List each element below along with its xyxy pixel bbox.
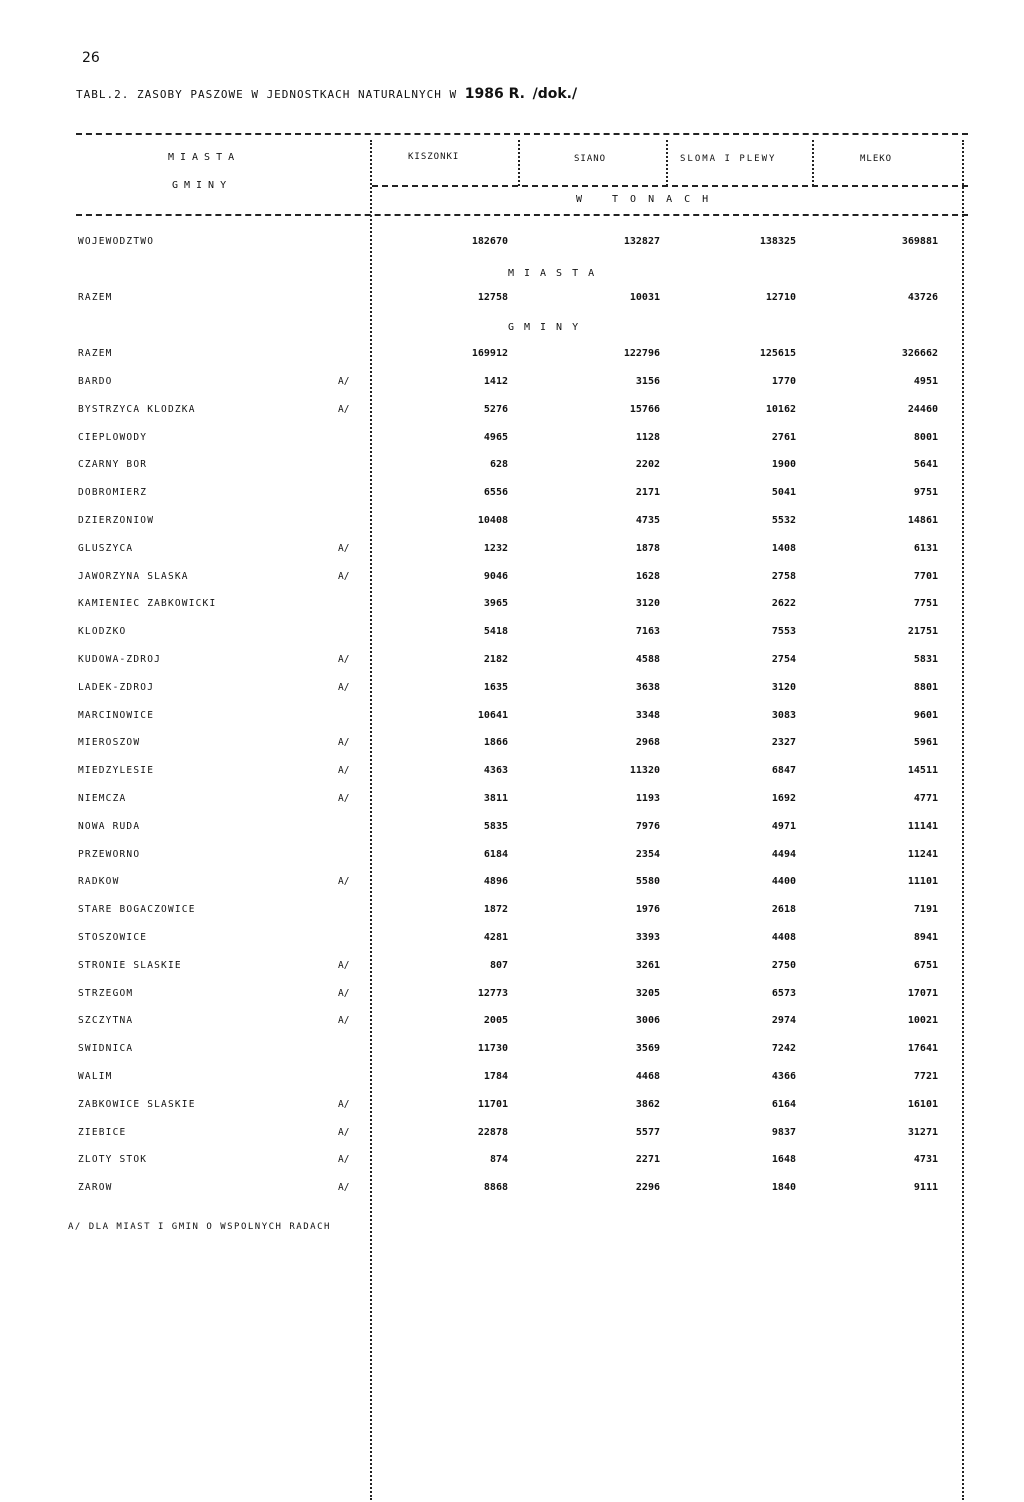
row-name: DOBROMIERZ xyxy=(78,487,148,498)
cell-siano: 3569 xyxy=(635,1043,660,1054)
table-row xyxy=(0,1043,1024,1073)
cell-sloma: 2327 xyxy=(771,737,796,748)
cell-kiszonki: 11730 xyxy=(477,1043,508,1054)
row-mark: A/ xyxy=(338,1154,350,1165)
cell-mleko: 9601 xyxy=(913,710,938,721)
cell-sloma: 2622 xyxy=(771,598,796,609)
header-sloma: SLOMA I PLEWY xyxy=(680,154,777,164)
table-row xyxy=(0,849,1024,879)
cell-sloma: 6573 xyxy=(771,988,796,999)
row-name: KLODZKO xyxy=(78,626,127,637)
table-row xyxy=(0,571,1024,601)
caption-year: 1986 R. xyxy=(464,86,525,102)
header-kiszonki: KISZONKI xyxy=(408,152,460,162)
cell-kiszonki: 2005 xyxy=(483,1015,508,1026)
cell-sloma: 9837 xyxy=(771,1127,796,1138)
cell-sloma: 4366 xyxy=(771,1071,796,1082)
row-mark: A/ xyxy=(338,1127,350,1138)
table-row xyxy=(0,737,1024,767)
cell-siano: 122796 xyxy=(623,348,660,359)
row-name: ZLOTY STOK xyxy=(78,1154,148,1165)
cell-sloma: 2758 xyxy=(771,571,796,582)
row-name: STOSZOWICE xyxy=(78,932,148,943)
table-row xyxy=(0,654,1024,684)
cell-siano: 7976 xyxy=(635,821,660,832)
row-name: ZABKOWICE SLASKIE xyxy=(78,1099,196,1110)
row-mark: A/ xyxy=(338,376,350,387)
cell-mleko: 326662 xyxy=(901,348,938,359)
cell-mleko: 4731 xyxy=(913,1154,938,1165)
table-row xyxy=(0,988,1024,1018)
row-name: JAWORZYNA SLASKA xyxy=(78,571,189,582)
header-siano: SIANO xyxy=(574,154,607,164)
row-name: ZIEBICE xyxy=(78,1127,127,1138)
cell-mleko: 7721 xyxy=(913,1071,938,1082)
table-row xyxy=(0,904,1024,934)
cell-mleko: 11141 xyxy=(907,821,938,832)
cell-kiszonki: 2182 xyxy=(483,654,508,665)
cell-sloma: 138325 xyxy=(759,236,796,247)
cell-kiszonki: 5835 xyxy=(483,821,508,832)
cell-kiszonki: 1866 xyxy=(483,737,508,748)
cell-kiszonki: 3965 xyxy=(483,598,508,609)
cell-siano: 132827 xyxy=(623,236,660,247)
cell-mleko: 4951 xyxy=(913,376,938,387)
cell-siano: 3205 xyxy=(635,988,660,999)
header-mid-rule xyxy=(372,185,968,187)
cell-mleko: 7191 xyxy=(913,904,938,915)
row-mark: A/ xyxy=(338,737,350,748)
col-divider-2 xyxy=(666,140,668,186)
cell-sloma: 2974 xyxy=(771,1015,796,1026)
cell-mleko: 8001 xyxy=(913,432,938,443)
table-row-communes-total xyxy=(0,348,1024,378)
section-label-cities: MIASTA xyxy=(508,268,605,279)
top-rule xyxy=(76,133,968,135)
cell-kiszonki: 1635 xyxy=(483,682,508,693)
row-mark: A/ xyxy=(338,988,350,999)
cell-siano: 3638 xyxy=(635,682,660,693)
cell-siano: 2202 xyxy=(635,459,660,470)
cell-siano: 3261 xyxy=(635,960,660,971)
cell-mleko: 11101 xyxy=(907,876,938,887)
table-row xyxy=(0,765,1024,795)
cell-sloma: 1840 xyxy=(771,1182,796,1193)
cell-mleko: 8941 xyxy=(913,932,938,943)
cell-mleko: 7701 xyxy=(913,571,938,582)
cell-kiszonki: 12758 xyxy=(477,292,508,303)
cell-sloma: 1900 xyxy=(771,459,796,470)
table-row xyxy=(0,1154,1024,1184)
cell-mleko: 43726 xyxy=(907,292,938,303)
cell-siano: 5580 xyxy=(635,876,660,887)
header-gminy: GMINY xyxy=(172,180,233,191)
cell-mleko: 9111 xyxy=(913,1182,938,1193)
cell-sloma: 6164 xyxy=(771,1099,796,1110)
cell-kiszonki: 9046 xyxy=(483,571,508,582)
row-mark: A/ xyxy=(338,793,350,804)
cell-mleko: 10021 xyxy=(907,1015,938,1026)
row-mark: A/ xyxy=(338,1099,350,1110)
cell-siano: 10031 xyxy=(629,292,660,303)
cell-kiszonki: 628 xyxy=(489,459,508,470)
cell-kiszonki: 8868 xyxy=(483,1182,508,1193)
cell-sloma: 4408 xyxy=(771,932,796,943)
cell-mleko: 9751 xyxy=(913,487,938,498)
cell-sloma: 4400 xyxy=(771,876,796,887)
table-row xyxy=(0,543,1024,573)
row-name: MARCINOWICE xyxy=(78,710,155,721)
cell-siano: 2354 xyxy=(635,849,660,860)
cell-mleko: 17071 xyxy=(907,988,938,999)
cell-kiszonki: 4363 xyxy=(483,765,508,776)
cell-siano: 3156 xyxy=(635,376,660,387)
row-name: RAZEM xyxy=(78,348,113,359)
cell-siano: 3006 xyxy=(635,1015,660,1026)
row-name: STRZEGOM xyxy=(78,988,134,999)
row-mark: A/ xyxy=(338,571,350,582)
cell-sloma: 5041 xyxy=(771,487,796,498)
row-name: SZCZYTNA xyxy=(78,1015,134,1026)
row-mark: A/ xyxy=(338,543,350,554)
cell-kiszonki: 11701 xyxy=(477,1099,508,1110)
cell-kiszonki: 1872 xyxy=(483,904,508,915)
table-row xyxy=(0,1182,1024,1212)
cell-kiszonki: 5276 xyxy=(483,404,508,415)
row-mark: A/ xyxy=(338,682,350,693)
row-mark: A/ xyxy=(338,765,350,776)
cell-sloma: 10162 xyxy=(765,404,796,415)
cell-sloma: 1770 xyxy=(771,376,796,387)
row-name: PRZEWORNO xyxy=(78,849,141,860)
cell-mleko: 24460 xyxy=(907,404,938,415)
table-row xyxy=(0,1127,1024,1157)
cell-sloma: 2761 xyxy=(771,432,796,443)
cell-kiszonki: 1784 xyxy=(483,1071,508,1082)
cell-sloma: 7553 xyxy=(771,626,796,637)
table-row xyxy=(0,598,1024,628)
table-row xyxy=(0,960,1024,990)
row-name: ZAROW xyxy=(78,1182,113,1193)
cell-siano: 15766 xyxy=(629,404,660,415)
cell-mleko: 17641 xyxy=(907,1043,938,1054)
row-name: CIEPLOWODY xyxy=(78,432,148,443)
cell-mleko: 6131 xyxy=(913,543,938,554)
row-name: MIEROSZOW xyxy=(78,737,141,748)
row-name: KAMIENIEC ZABKOWICKI xyxy=(78,598,217,609)
row-mark: A/ xyxy=(338,1182,350,1193)
row-name: GLUSZYCA xyxy=(78,543,134,554)
row-name: STRONIE SLASKIE xyxy=(78,960,182,971)
row-name: RAZEM xyxy=(78,292,113,303)
footnote: A/ DLA MIAST I GMIN O WSPOLNYCH RADACH xyxy=(68,1222,331,1232)
table-row xyxy=(0,376,1024,406)
cell-kiszonki: 6184 xyxy=(483,849,508,860)
header-miasta: MIASTA xyxy=(168,152,241,163)
row-name: RADKOW xyxy=(78,876,120,887)
header-unit: W TONACH xyxy=(576,194,721,205)
cell-sloma: 12710 xyxy=(765,292,796,303)
col-divider-1 xyxy=(518,140,520,186)
cell-siano: 1976 xyxy=(635,904,660,915)
cell-siano: 5577 xyxy=(635,1127,660,1138)
row-name: MIEDZYLESIE xyxy=(78,765,155,776)
cell-siano: 7163 xyxy=(635,626,660,637)
cell-kiszonki: 5418 xyxy=(483,626,508,637)
header-bottom-rule xyxy=(76,214,968,216)
row-name: LADEK-ZDROJ xyxy=(78,682,155,693)
cell-siano: 1628 xyxy=(635,571,660,582)
table-row xyxy=(0,626,1024,656)
cell-sloma: 3083 xyxy=(771,710,796,721)
row-name: BARDO xyxy=(78,376,113,387)
cell-siano: 3348 xyxy=(635,710,660,721)
cell-sloma: 1408 xyxy=(771,543,796,554)
table-row-cities-total xyxy=(0,292,1024,322)
cell-sloma: 1648 xyxy=(771,1154,796,1165)
caption-suffix: /dok./ xyxy=(532,86,578,102)
col-divider-3 xyxy=(812,140,814,186)
cell-mleko: 8801 xyxy=(913,682,938,693)
table-row xyxy=(0,515,1024,545)
cell-kiszonki: 874 xyxy=(489,1154,508,1165)
cell-siano: 1193 xyxy=(635,793,660,804)
cell-sloma: 4971 xyxy=(771,821,796,832)
cell-siano: 2296 xyxy=(635,1182,660,1193)
cell-mleko: 11241 xyxy=(907,849,938,860)
cell-siano: 2171 xyxy=(635,487,660,498)
cell-kiszonki: 3811 xyxy=(483,793,508,804)
cell-siano: 2271 xyxy=(635,1154,660,1165)
cell-sloma: 5532 xyxy=(771,515,796,526)
cell-mleko: 31271 xyxy=(907,1127,938,1138)
row-name: NIEMCZA xyxy=(78,793,127,804)
table-row xyxy=(0,876,1024,906)
cell-kiszonki: 4896 xyxy=(483,876,508,887)
table-row xyxy=(0,404,1024,434)
cell-mleko: 14861 xyxy=(907,515,938,526)
table-row xyxy=(0,682,1024,712)
table-row xyxy=(0,1099,1024,1129)
cell-kiszonki: 22878 xyxy=(477,1127,508,1138)
caption-prefix: TABL.2. ZASOBY PASZOWE W JEDNOSTKACH NATURALNYCH W xyxy=(76,88,458,101)
cell-mleko: 16101 xyxy=(907,1099,938,1110)
row-name: WOJEWODZTWO xyxy=(78,236,155,247)
table-row-voivodeship xyxy=(0,236,1024,266)
cell-kiszonki: 1412 xyxy=(483,376,508,387)
cell-mleko: 5961 xyxy=(913,737,938,748)
cell-kiszonki: 182670 xyxy=(471,236,508,247)
cell-kiszonki: 10641 xyxy=(477,710,508,721)
cell-kiszonki: 12773 xyxy=(477,988,508,999)
table-row xyxy=(0,710,1024,740)
cell-sloma: 6847 xyxy=(771,765,796,776)
row-name: CZARNY BOR xyxy=(78,459,148,470)
row-name: KUDOWA-ZDROJ xyxy=(78,654,162,665)
cell-siano: 2968 xyxy=(635,737,660,748)
table-row xyxy=(0,432,1024,462)
cell-mleko: 7751 xyxy=(913,598,938,609)
table-row xyxy=(0,932,1024,962)
table-row xyxy=(0,1071,1024,1101)
table-row xyxy=(0,793,1024,823)
header-mleko: MLEKO xyxy=(860,154,893,164)
cell-siano: 1878 xyxy=(635,543,660,554)
cell-siano: 4588 xyxy=(635,654,660,665)
cell-mleko: 5831 xyxy=(913,654,938,665)
cell-siano: 4468 xyxy=(635,1071,660,1082)
cell-siano: 1128 xyxy=(635,432,660,443)
cell-kiszonki: 169912 xyxy=(471,348,508,359)
cell-sloma: 1692 xyxy=(771,793,796,804)
cell-siano: 3393 xyxy=(635,932,660,943)
row-mark: A/ xyxy=(338,1015,350,1026)
row-name: STARE BOGACZOWICE xyxy=(78,904,196,915)
page-number: 26 xyxy=(82,50,100,66)
cell-mleko: 21751 xyxy=(907,626,938,637)
row-mark: A/ xyxy=(338,654,350,665)
row-mark: A/ xyxy=(338,876,350,887)
cell-kiszonki: 4965 xyxy=(483,432,508,443)
row-name: NOWA RUDA xyxy=(78,821,141,832)
cell-sloma: 2750 xyxy=(771,960,796,971)
cell-siano: 4735 xyxy=(635,515,660,526)
row-name: SWIDNICA xyxy=(78,1043,134,1054)
table-row xyxy=(0,487,1024,517)
table-caption xyxy=(76,86,577,102)
table-row xyxy=(0,459,1024,489)
cell-sloma: 2618 xyxy=(771,904,796,915)
cell-sloma: 4494 xyxy=(771,849,796,860)
cell-siano: 3862 xyxy=(635,1099,660,1110)
cell-mleko: 14511 xyxy=(907,765,938,776)
cell-siano: 3120 xyxy=(635,598,660,609)
row-mark: A/ xyxy=(338,404,350,415)
cell-kiszonki: 1232 xyxy=(483,543,508,554)
row-name: BYSTRZYCA KLODZKA xyxy=(78,404,196,415)
cell-siano: 11320 xyxy=(629,765,660,776)
row-mark: A/ xyxy=(338,960,350,971)
cell-mleko: 4771 xyxy=(913,793,938,804)
cell-sloma: 3120 xyxy=(771,682,796,693)
cell-sloma: 2754 xyxy=(771,654,796,665)
section-label-communes: GMINY xyxy=(508,322,589,333)
cell-kiszonki: 6556 xyxy=(483,487,508,498)
cell-kiszonki: 10408 xyxy=(477,515,508,526)
cell-kiszonki: 807 xyxy=(489,960,508,971)
cell-sloma: 125615 xyxy=(759,348,796,359)
table-row xyxy=(0,1015,1024,1045)
cell-mleko: 6751 xyxy=(913,960,938,971)
cell-sloma: 7242 xyxy=(771,1043,796,1054)
row-name: DZIERZONIOW xyxy=(78,515,155,526)
table-row xyxy=(0,821,1024,851)
cell-kiszonki: 4281 xyxy=(483,932,508,943)
row-name: WALIM xyxy=(78,1071,113,1082)
cell-mleko: 5641 xyxy=(913,459,938,470)
cell-mleko: 369881 xyxy=(901,236,938,247)
